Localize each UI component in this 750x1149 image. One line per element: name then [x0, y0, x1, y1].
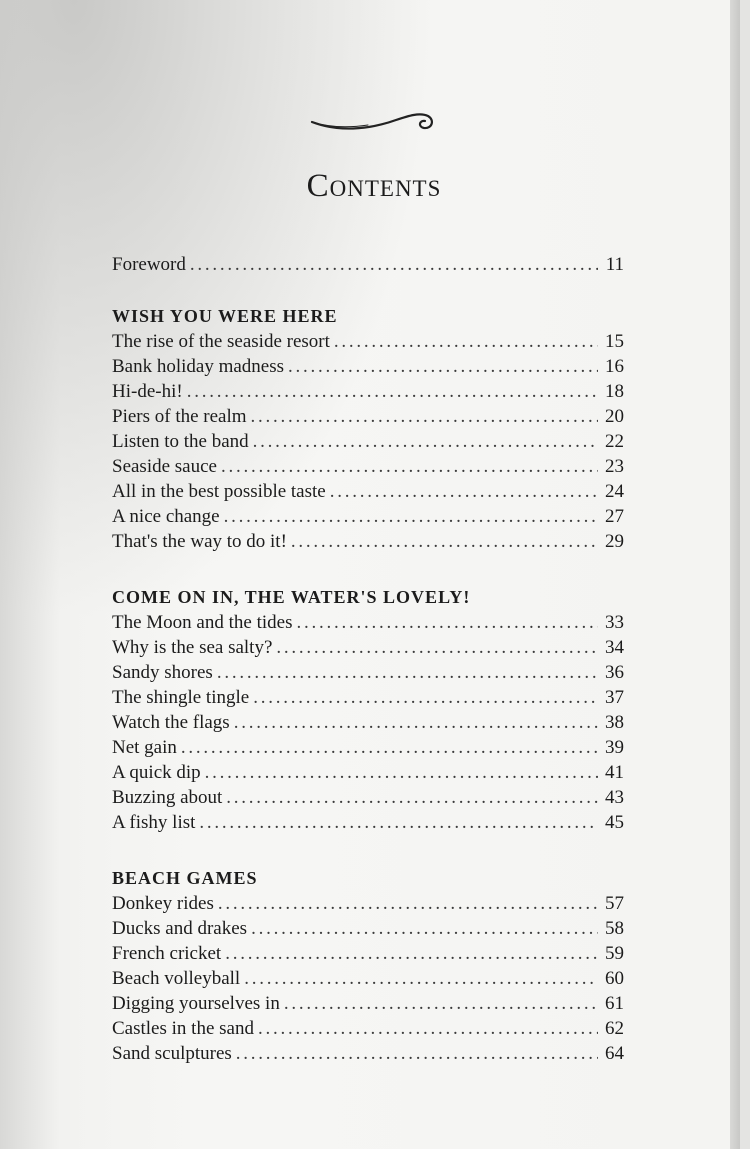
dot-leader	[187, 379, 598, 404]
dot-leader	[251, 404, 598, 429]
toc-entry	[112, 429, 624, 454]
toc-entry	[112, 1016, 624, 1041]
toc-entry	[112, 610, 624, 635]
dot-leader	[226, 785, 598, 810]
toc-entry-page: 39	[605, 737, 624, 758]
toc-entry-page: 16	[605, 356, 624, 377]
dot-leader	[291, 529, 598, 554]
page-title: Contents	[306, 168, 442, 204]
toc-entry	[112, 685, 624, 710]
toc-entry-page: 22	[605, 431, 624, 452]
toc-entry-page: 27	[605, 506, 624, 527]
flourish-ornament-icon	[308, 102, 438, 136]
toc-entry	[112, 479, 624, 504]
toc-entry	[112, 891, 624, 916]
dot-leader	[221, 454, 598, 479]
dot-leader	[288, 354, 598, 379]
toc-entry-label: The shingle tingle	[112, 687, 250, 708]
dot-leader	[224, 504, 598, 529]
toc-entry-label: Hi-de-hi!	[112, 381, 183, 402]
section-heading: COME ON IN, THE WATER'S LOVELY!	[112, 587, 471, 607]
toc-entry	[112, 735, 624, 760]
dot-leader	[251, 916, 598, 941]
toc-entry-page: 59	[605, 943, 624, 964]
toc-entry-page: 37	[605, 687, 624, 708]
toc-entry	[112, 991, 624, 1016]
toc-entry-page: 29	[605, 531, 624, 552]
dot-leader	[190, 252, 598, 277]
toc-entry-label: Castles in the sand	[112, 1018, 254, 1039]
toc-entry-label: A quick dip	[112, 762, 201, 783]
toc-entry-label: Ducks and drakes	[112, 918, 248, 939]
toc-entry-foreword	[112, 252, 624, 277]
dot-leader	[244, 966, 598, 991]
toc-entry	[112, 379, 624, 404]
toc-entry	[112, 329, 624, 354]
dot-leader	[284, 991, 598, 1016]
toc-entry-label: French cricket	[112, 943, 222, 964]
toc-entry	[112, 966, 624, 991]
toc-entry-page: 62	[605, 1018, 624, 1039]
toc-entry-label: A nice change	[112, 506, 220, 527]
toc-entry-page: 18	[605, 381, 624, 402]
dot-leader	[205, 760, 598, 785]
table-of-contents	[112, 252, 624, 1066]
toc-entry	[112, 785, 624, 810]
toc-entry-page: 58	[605, 918, 624, 939]
dot-leader	[296, 610, 598, 635]
section-heading: BEACH GAMES	[112, 868, 258, 888]
toc-entry-page: 57	[605, 893, 624, 914]
toc-entry-page: 60	[605, 968, 624, 989]
toc-entry-page: 20	[605, 406, 624, 427]
toc-entry-page: 24	[605, 481, 624, 502]
toc-entry	[112, 916, 624, 941]
toc-entry-label: Sand sculptures	[112, 1043, 232, 1064]
dot-leader	[217, 660, 598, 685]
toc-entry-label: Donkey rides	[112, 893, 214, 914]
toc-entry-page: 61	[605, 993, 624, 1014]
toc-entry-label: The rise of the seaside resort	[112, 331, 330, 352]
toc-entry	[112, 504, 624, 529]
toc-entry-page: 23	[605, 456, 624, 477]
toc-entry-label: Net gain	[112, 737, 177, 758]
toc-entry	[112, 404, 624, 429]
toc-entry-label: All in the best possible taste	[112, 481, 326, 502]
toc-entry-label: Why is the sea salty?	[112, 637, 273, 658]
toc-entry-page: 36	[605, 662, 624, 683]
toc-entry-label: Watch the flags	[112, 712, 230, 733]
toc-entry-page: 64	[605, 1043, 624, 1064]
toc-entry-label: Digging yourselves in	[112, 993, 280, 1014]
toc-entry-page: 34	[605, 637, 624, 658]
toc-entry-label: Seaside sauce	[112, 456, 217, 477]
toc-entry-label: Beach volleyball	[112, 968, 241, 989]
dot-leader	[234, 710, 598, 735]
toc-entry-page: 43	[605, 787, 624, 808]
dot-leader	[253, 429, 598, 454]
section-heading: WISH YOU WERE HERE	[112, 306, 338, 326]
toc-entry	[112, 810, 624, 835]
toc-entry-label: Piers of the realm	[112, 406, 247, 427]
toc-entry	[112, 635, 624, 660]
dot-leader	[334, 329, 598, 354]
toc-entry-page: 15	[605, 331, 624, 352]
toc-entry-page: 33	[605, 612, 624, 633]
toc-entry-label: Listen to the band	[112, 431, 249, 452]
dot-leader	[181, 735, 598, 760]
dot-leader	[258, 1016, 598, 1041]
toc-entry	[112, 660, 624, 685]
dot-leader	[236, 1041, 598, 1066]
toc-entry	[112, 1041, 624, 1066]
toc-entry-page: 41	[605, 762, 624, 783]
toc-entry-label: A fishy list	[112, 812, 196, 833]
toc-entry	[112, 760, 624, 785]
toc-entry-label: Sandy shores	[112, 662, 213, 683]
toc-entry	[112, 941, 624, 966]
toc-entry-page: 45	[605, 812, 624, 833]
dot-leader	[199, 810, 598, 835]
toc-entry-page: 38	[605, 712, 624, 733]
dot-leader	[225, 941, 598, 966]
toc-entry-label: Foreword	[112, 254, 186, 275]
dot-leader	[276, 635, 598, 660]
toc-entry-label: Buzzing about	[112, 787, 223, 808]
toc-entry	[112, 710, 624, 735]
toc-entry	[112, 454, 624, 479]
dot-leader	[330, 479, 598, 504]
toc-entry-page: 11	[605, 254, 624, 275]
toc-entry-label: Bank holiday madness	[112, 356, 285, 377]
toc-entry	[112, 529, 624, 554]
toc-entry	[112, 354, 624, 379]
dot-leader	[218, 891, 598, 916]
dot-leader	[253, 685, 598, 710]
toc-entry-label: That's the way to do it!	[112, 531, 287, 552]
toc-entry-label: The Moon and the tides	[112, 612, 293, 633]
